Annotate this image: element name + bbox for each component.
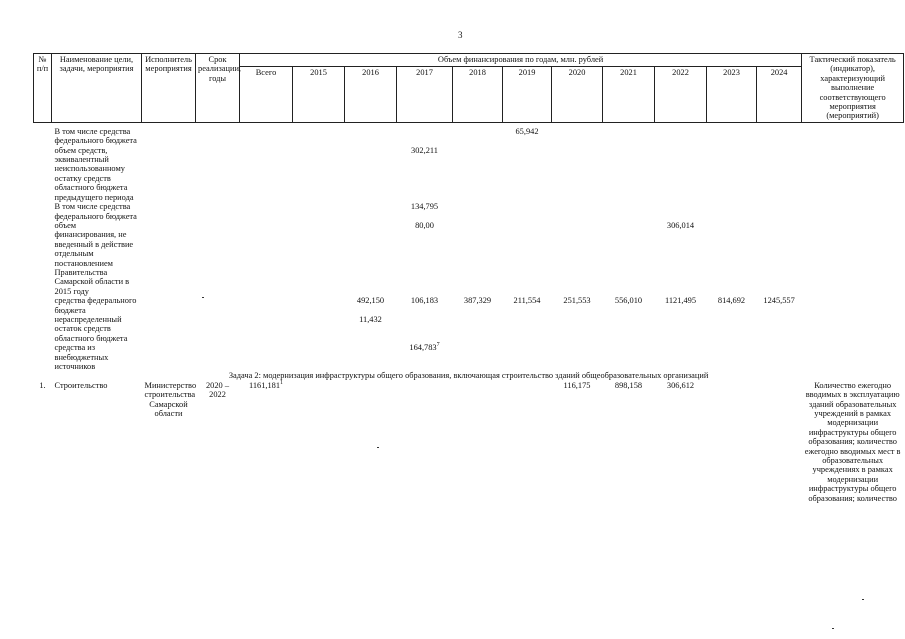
row-term-cell: [196, 127, 240, 146]
row-value-text: 387,329: [463, 296, 492, 306]
row-label: объем средств, эквивалентный неиспользованному остатку средств областного бюджета предыдущего периода: [54, 145, 134, 202]
row-executor-cell: [142, 315, 196, 343]
row-value: [707, 296, 757, 315]
scan-speck: [862, 599, 864, 600]
row-value-text: 80,00: [415, 220, 434, 230]
row-value-text: 492,150: [356, 296, 385, 306]
row-value: [603, 202, 655, 221]
item-value: [293, 381, 345, 503]
item-total: 1161,181: [248, 380, 281, 390]
header-year: 2018: [453, 67, 503, 123]
table-row: [34, 343, 904, 371]
row-value: [453, 296, 503, 315]
row-value: [453, 127, 503, 146]
header-year: 2022: [655, 67, 707, 123]
header-term: Срок реализации, годы: [196, 54, 240, 123]
row-value: [453, 343, 503, 371]
row-total: [240, 315, 293, 343]
row-number-cell: [34, 146, 52, 202]
row-indicator-cell: [802, 202, 904, 221]
row-value: [397, 296, 453, 315]
financing-table: [33, 53, 904, 503]
item-number: 1.: [39, 380, 46, 390]
row-value: [345, 343, 397, 371]
row-term-cell: [196, 146, 240, 202]
header-year: 2023: [707, 67, 757, 123]
row-label: В том числе средства федерального бюджета: [54, 126, 137, 146]
row-value: [655, 146, 707, 202]
row-value: [603, 315, 655, 343]
row-number-cell: [34, 127, 52, 146]
row-value: [552, 146, 603, 202]
page-number: 3: [458, 30, 463, 40]
row-term-cell: [196, 315, 240, 343]
row-value: [552, 296, 603, 315]
header-year: 2017: [397, 67, 453, 123]
row-label: средства федерального бюджета: [54, 296, 137, 315]
header-year: 2015: [293, 67, 345, 123]
row-executor-cell: [142, 343, 196, 371]
row-value: [503, 315, 552, 343]
row-value-text: 211,554: [513, 296, 541, 306]
row-value: [603, 221, 655, 296]
row-total: [240, 202, 293, 221]
item-name: Строительство: [54, 380, 108, 390]
row-indicator-cell: [802, 343, 904, 371]
row-value: [603, 127, 655, 146]
row-value: [757, 202, 802, 221]
row-number-cell: [34, 343, 52, 371]
row-value: [655, 127, 707, 146]
row-value: [757, 296, 802, 315]
item-indicator: Количество ежегодно вводимых в эксплуатацию зданий образовательных учреждений в рамках модернизации инфраструктуры общего образования; количество ежегодно вводимых мест в образовательных учреждениях в рамках модернизации инфраструктуры общего образования; количество: [804, 380, 901, 503]
header-total: Всего: [240, 67, 293, 123]
row-value: [655, 343, 707, 371]
row-total: [240, 146, 293, 202]
row-value-text: 11,432: [359, 314, 382, 324]
header-num: № п/п: [34, 54, 52, 123]
item-value: 306,612: [666, 380, 695, 390]
row-value-text: 302,211: [411, 145, 438, 155]
header-name: Наименование цели, задачи, мероприятия: [52, 54, 142, 123]
row-value: [552, 127, 603, 146]
row-indicator-cell: [802, 221, 904, 296]
scan-speck: [202, 297, 204, 298]
row-value: [603, 146, 655, 202]
row-term-cell: [196, 296, 240, 315]
row-value-text: 1245,557: [763, 296, 795, 306]
row-value: [757, 146, 802, 202]
row-value-text: 306,014: [666, 220, 695, 230]
row-value-text: 65,942: [515, 126, 539, 136]
row-term-cell: [196, 202, 240, 221]
row-value-text: 556,010: [614, 296, 643, 306]
header-funding: Объем финансирования по годам, млн. рублей: [240, 54, 802, 67]
table-row: [34, 202, 904, 221]
row-indicator-cell: [802, 315, 904, 343]
row-value: [397, 343, 453, 371]
row-total: [240, 296, 293, 315]
row-value: [552, 221, 603, 296]
scan-speck: [377, 447, 379, 448]
row-value: [757, 127, 802, 146]
item-value: 116,175: [563, 380, 591, 390]
row-value: [345, 296, 397, 315]
row-value: [397, 202, 453, 221]
row-total: [240, 127, 293, 146]
table-row: [34, 296, 904, 315]
row-value: [345, 127, 397, 146]
row-number-cell: [34, 221, 52, 296]
row-value: [345, 202, 397, 221]
scan-speck: [832, 628, 834, 629]
row-value: [293, 343, 345, 371]
header-year: 2021: [603, 67, 655, 123]
row-value: [757, 343, 802, 371]
row-total: [240, 343, 293, 371]
item-value: [707, 381, 757, 503]
row-executor-cell: [142, 146, 196, 202]
header-year: 2019: [503, 67, 552, 123]
row-number-cell: [34, 315, 52, 343]
row-value-text: 134,795: [410, 202, 439, 212]
item-value: 898,158: [614, 380, 643, 390]
row-value: [397, 315, 453, 343]
header-year: 2020: [552, 67, 603, 123]
row-value: [503, 343, 552, 371]
row-value-text: 164,783: [409, 343, 437, 353]
row-value: [757, 221, 802, 296]
row-value: [655, 202, 707, 221]
row-indicator-cell: [802, 127, 904, 146]
item-value: [345, 381, 397, 503]
row-value-text: 106,183: [410, 296, 439, 306]
item-total-footnote: 1: [280, 380, 284, 387]
row-value: [345, 315, 397, 343]
header-year: 2024: [757, 67, 802, 123]
table-row: [34, 221, 904, 296]
row-value: [757, 315, 802, 343]
row-indicator-cell: [802, 146, 904, 202]
row-value: [453, 202, 503, 221]
row-value: [293, 296, 345, 315]
header-executor: Исполнитель мероприятия: [142, 54, 196, 123]
item-value: [397, 381, 453, 503]
item-value: [503, 381, 552, 503]
row-label: объем финансирования, не введенный в действие отдельным постановлением Правительства Самарской области в 2015 году: [54, 220, 134, 296]
row-value: [707, 343, 757, 371]
item-value: [757, 381, 802, 503]
table-row: [34, 381, 904, 503]
row-value: [707, 315, 757, 343]
row-indicator-cell: [802, 296, 904, 315]
row-value: [293, 146, 345, 202]
row-value: [552, 315, 603, 343]
row-value-text: 814,692: [717, 296, 746, 306]
row-value: [503, 296, 552, 315]
row-value: [655, 221, 707, 296]
row-executor-cell: [142, 296, 196, 315]
row-value: [503, 202, 552, 221]
header-indicator: Тактический показатель (индикатор), характеризующий выполнение соответствующего мероприятия (мероприятий): [802, 54, 904, 123]
row-value-footnote: 7: [436, 342, 440, 349]
row-value: [707, 221, 757, 296]
item-executor: Министерство строительства Самарской области: [144, 380, 197, 419]
row-value: [707, 127, 757, 146]
row-term-cell: [196, 221, 240, 296]
row-number-cell: [34, 202, 52, 221]
header-year: 2016: [345, 67, 397, 123]
table-row: [34, 146, 904, 202]
row-value: [552, 202, 603, 221]
row-total: [240, 221, 293, 296]
row-value: [503, 127, 552, 146]
row-value: [397, 221, 453, 296]
row-value-text: 1121,495: [664, 296, 697, 306]
row-value: [293, 221, 345, 296]
row-value: [345, 146, 397, 202]
row-value: [453, 221, 503, 296]
row-value: [707, 146, 757, 202]
item-value: [453, 381, 503, 503]
table-row: [34, 315, 904, 343]
row-value: [503, 146, 552, 202]
row-label: средства из внебюджетных источников: [54, 343, 109, 371]
row-value: [293, 315, 345, 343]
row-executor-cell: [142, 127, 196, 146]
row-value: [603, 296, 655, 315]
row-value: [655, 315, 707, 343]
task-2-heading: Задача 2: модернизация инфраструктуры общего образования, включающая строительство зданий общеобразовательных организаций: [228, 371, 709, 381]
row-value: [603, 343, 655, 371]
row-value-text: 251,553: [563, 296, 591, 306]
row-value: [397, 146, 453, 202]
row-value: [655, 296, 707, 315]
row-number-cell: [34, 296, 52, 315]
row-term-cell: [196, 343, 240, 371]
row-value: [453, 146, 503, 202]
table-row: [34, 127, 904, 146]
item-term: 2020 – 2022: [205, 380, 230, 400]
row-executor-cell: [142, 202, 196, 221]
row-value: [397, 127, 453, 146]
row-value: [503, 221, 552, 296]
row-label: В том числе средства федерального бюджета: [54, 202, 137, 221]
row-value: [552, 343, 603, 371]
row-executor-cell: [142, 221, 196, 296]
row-value: [293, 202, 345, 221]
row-value: [345, 221, 397, 296]
row-value: [293, 127, 345, 146]
row-value: [453, 315, 503, 343]
row-value: [707, 202, 757, 221]
row-label: нераспределенный остаток средств областного бюджета: [54, 314, 128, 343]
item-total-cell: [240, 381, 293, 503]
